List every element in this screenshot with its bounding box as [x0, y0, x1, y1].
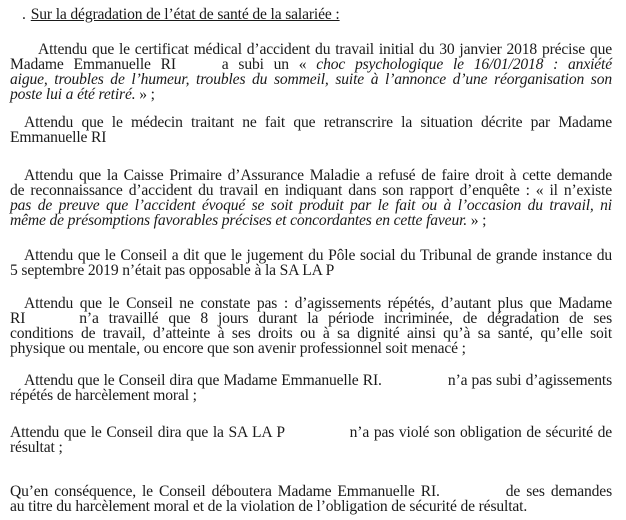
heading-dot: .: [22, 6, 26, 23]
paragraph-line: au titre du harcèlement moral et de la violation de l’obligation de sécurité de résultat.: [10, 498, 528, 515]
paragraph-line: même de présomptions favorables précises et concordantes en cette faveur. » ;: [10, 212, 487, 229]
paragraph-line: Attendu que le certificat médical d’accident du travail initial du 30 janvier 2018 précise que: [38, 41, 612, 58]
paragraph-line: aigue, troubles de l’humeur, troubles du sommeil, suite à l’annonce d’une réorganisation son: [10, 71, 612, 88]
paragraph-line: Attendu que le Conseil a dit que le jugement du Pôle social du Tribunal de grande instance du: [24, 247, 612, 264]
paragraph-line: Attendu que le médecin traitant ne fait que retranscrire la situation décrite par Madame: [24, 114, 612, 131]
paragraph-line: résultat ;: [10, 439, 63, 456]
paragraph-line: Attendu que le Conseil dira que la SA LA P n’a pas violé son obligation de sécurité de: [10, 424, 612, 441]
paragraph-line: poste lui a été retiré. » ;: [10, 86, 155, 103]
paragraph-line: répétés de harcèlement moral ;: [10, 387, 197, 404]
paragraph-line: Attendu que le Conseil dira que Madame Emmanuelle RI. n’a pas subi d’agissements: [24, 372, 612, 389]
paragraph-line: Attendu que le Conseil ne constate pas : d’agissements répétés, d’autant plus que Madame: [24, 295, 612, 312]
section-heading: Sur la dégradation de l’état de santé de la salariée :: [30, 6, 340, 23]
paragraph-line: pas de preuve que l’accident évoqué se soit produit par le fait ou à l’occasion du travail, ni: [10, 197, 612, 214]
paragraph-line: RI n’a travaillé que 8 jours durant la période incriminée, de dégradation de ses: [10, 310, 612, 327]
paragraph-line: 5 septembre 2019 n’était pas opposable à la SA LA P: [10, 262, 335, 279]
paragraph-line: Qu’en conséquence, le Conseil déboutera Madame Emmanuelle RI. de ses demandes: [10, 483, 612, 500]
paragraph-line: de reconnaissance d’accident du travail en indiquant dans son rapport d’enquête : « il n’existe: [10, 182, 612, 199]
paragraph-line: Madame Emmanuelle RI a subi un « choc psychologique le 16/01/2018 : anxiété: [10, 56, 612, 73]
paragraph-line: physique ou mentale, ou encore que son avenir professionnel soit menacé ;: [10, 340, 466, 357]
paragraph-line: Attendu que la Caisse Primaire d’Assurance Maladie a refusé de faire droit à cette demande: [24, 167, 612, 184]
paragraph-line: Emmanuelle RI: [10, 129, 107, 146]
paragraph-line: conditions de travail, d’atteinte à ses droits ou à sa dignité ainsi qu’à sa santé, qu’elle soit: [10, 325, 612, 342]
